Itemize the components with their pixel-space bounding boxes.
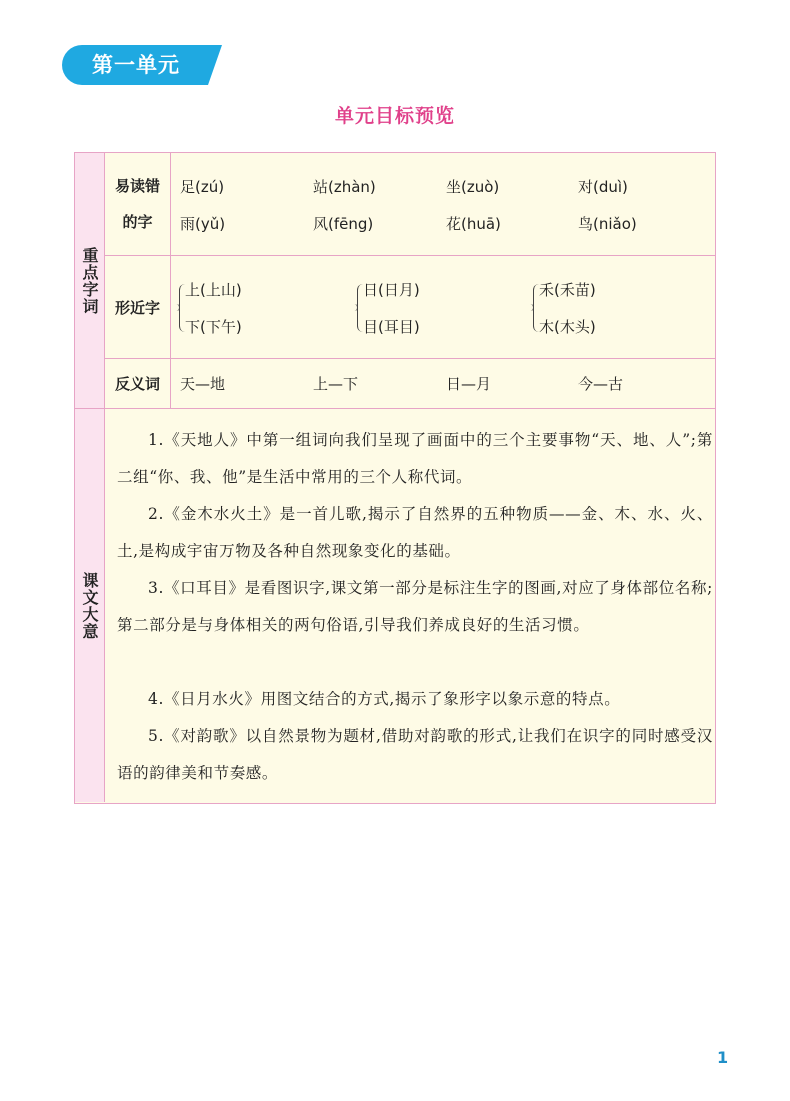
similar-char-item: 下(下午) [185,318,242,336]
unit-overview-table [74,152,716,804]
pinyin-item: 坐(zuò) [446,178,500,196]
page-title: 单元目标预览 [334,105,455,127]
summary-paragraph: 1.《天地人》中第一组词向我们呈现了画面中的三个主要事物“天、地、人”;第二组“你、我、他”是生活中常用的三个人称代词。 [117,431,713,486]
similar-char-item: 目(耳目) [363,318,420,336]
pinyin-item: 对(duì) [578,178,628,196]
pinyin-item: 足(zú) [180,178,225,196]
similar-char-item: 上(上山) [185,281,242,299]
section-label-key-words: 重点字词 [75,153,105,409]
unit-tab-label: 第一单元 [92,53,180,77]
pinyin-item: 雨(yǔ) [180,215,226,233]
summary-paragraph: 5.《对韵歌》以自然景物为题材,借助对韵歌的形式,让我们在识字的同时感受汉语的韵律美和节奏感。 [117,727,713,782]
pinyin-item: 站(zhàn) [313,178,376,196]
pinyin-item: 鸟(niǎo) [578,215,637,233]
unit-tab [62,45,222,85]
summary-paragraph: 2.《金木水火土》是一首儿歌,揭示了自然界的五种物质——金、木、水、火、土,是构成宇宙万物及各种自然现象变化的基础。 [117,505,713,560]
antonym-item: 天—地 [180,375,226,393]
antonym-item: 日—月 [446,375,492,393]
similar-char-item: 日(日月) [363,281,420,299]
page-number: 1 [717,1048,729,1067]
easy-mistake-label: 易读错 的字 [105,153,171,255]
antonym-item: 今—古 [578,375,624,393]
antonyms-label: 反义词 [105,359,171,408]
summary-paragraph: 4.《日月水火》用图文结合的方式,揭示了象形字以象示意的特点。 [148,690,621,708]
pinyin-item: 风(fēng) [313,215,374,233]
similar-chars-label: 形近字 [105,256,171,358]
antonym-item: 上—下 [313,375,359,393]
similar-char-item: 禾(禾苗) [539,281,596,299]
pinyin-item: 花(huā) [446,215,501,233]
summary-paragraph: 3.《口耳目》是看图识字,课文第一部分是标注生字的图画,对应了身体部位名称;第二部分是与身体相关的两句俗语,引导我们养成良好的生活习惯。 [117,579,713,634]
similar-char-item: 木(木头) [539,318,596,336]
row-antonyms [105,359,715,409]
row-easy-mistake [105,153,715,256]
row-similar-chars [105,256,715,359]
section-label-text-meaning: 课文大意 [75,409,105,802]
